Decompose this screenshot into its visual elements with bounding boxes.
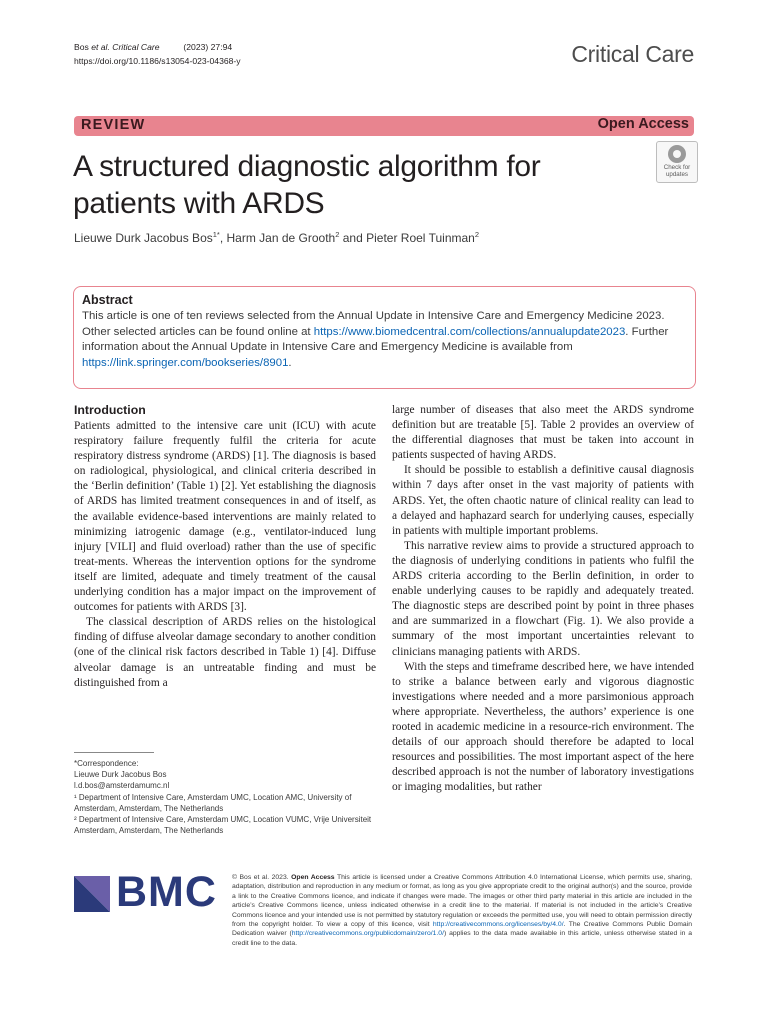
open-access-bold: Open Access	[291, 874, 335, 881]
license-text-part: ) applies to the data made available in this article, unless otherwise stated in a credit line to the data.	[232, 930, 692, 947]
body-column-right	[392, 403, 694, 795]
correspondence-label: *Correspondence:	[74, 759, 139, 768]
citation-header	[74, 40, 241, 68]
correspondence-name: Lieuwe Durk Jacobus Bos	[74, 770, 167, 780]
abstract-box	[73, 286, 696, 389]
article-type-banner	[74, 116, 694, 136]
footnotes	[74, 758, 374, 836]
abstract-text	[82, 309, 687, 371]
author-affiliation-mark: 1*	[212, 230, 220, 239]
check-updates-line2: updates	[665, 171, 689, 178]
author-separator: ,	[219, 231, 227, 245]
section-heading-introduction: Introduction	[74, 403, 146, 417]
body-paragraph: The classical description of ARDS relies on the histological finding of diffuse alveolar damage secondary to another condition (one of the clinical risk factors described in Table 1) [4]. Diffuse alveolar damage is an untreatable finding and must be distinguished from a	[74, 616, 376, 689]
bookseries-link[interactable]: https://link.springer.com/bookseries/8901	[82, 356, 289, 369]
author-affiliation-mark: 2	[335, 230, 340, 239]
abstract-text-part: This article is one of ten reviews selected from the Annual Update in Intensive Care and Emergency Medicine 2023. Other selected articles can be found online at	[82, 310, 665, 338]
author-affiliation-mark: 2	[474, 230, 480, 239]
collection-link[interactable]: https://www.biomedcentral.com/collections/annualupdate2023	[313, 325, 626, 338]
cc-zero-link[interactable]: http://creativecommons.org/publicdomain/zero/1.0/	[291, 930, 444, 938]
body-paragraph: It should be possible to establish a definitive causal diagnosis within 7 days after onset in the vast majority of patients with ARDS. Yet, the often chaotic nature of clinical reality can lead to a delayed and haphazard search for underlying causes, especially in patients with multiple important problems.	[392, 464, 694, 537]
citation-journal: Critical Care	[112, 42, 160, 52]
correspondence-email[interactable]: l.d.bos@amsterdamumc.nl	[74, 781, 170, 791]
abstract-text-part: . Further information about the Annual Update in Intensive Care and Emergency Medicine is available from	[82, 325, 669, 354]
article-type-label: REVIEW	[81, 117, 146, 133]
body-paragraph: With the steps and timeframe described here, we have intended to strike a balance between early and vigorous diagnostic investigations where needed and a more parsimonious approach where appropriate. Nevertheless, the authors’ experience is one rooted in academic medicine in a resource-rich environment. The details of our approach should therefore be adapted to local resources and possibilities. The most important aspect of the here described approach is not the number of laboratory investigations or imaging modalities, but rather	[392, 660, 694, 794]
article-title: A structured diagnostic algorithm for patients with ARDS	[73, 150, 541, 220]
check-for-updates-badge[interactable]	[656, 141, 698, 183]
body-paragraph: This narrative review aims to provide a structured approach to the diagnosis of underlying conditions in patients who fulfil the ARDS criteria according to the Berlin definition, in order to enable underlying causes to be rapidly and adequately treated. The diagnostic steps are described point by point in three phases and are summarized in a flowchart (Fig. 1). We also provide a summary of the most important uncertainties relevant to clinicians managing patients with ARDS.	[392, 539, 694, 658]
citation-year-volume: (2023) 27:94	[183, 42, 233, 52]
affiliation-2: ² Department of Intensive Care, Amsterdam UMC, Location VUMC, Vrije Universiteit Amsterdam, Amsterdam, The Netherlands	[74, 815, 372, 836]
journal-name: Critical Care	[571, 41, 694, 67]
body-column-left	[74, 403, 376, 691]
abstract-heading: Abstract	[82, 293, 133, 307]
license-text-part: . The Creative Commons Public Domain Dedication waiver (	[232, 921, 692, 938]
citation-author: Bos	[74, 42, 89, 52]
author-name: Lieuwe Durk Jacobus Bos	[74, 231, 213, 245]
footnote-divider	[74, 752, 154, 753]
abstract-text-part: .	[288, 356, 292, 369]
license-text-part: This article is licensed under a Creative Commons Attribution 4.0 International License, which permits use, sharing, adaptation, distribution and reproduction in any medium or format, as long as you give appropriate credit to the original author(s) and the source, provide a link to the Creative Commons licence, and indicate if changes were made. The images or other third party material in this article are included in the article’s Creative Commons licence, unless indicated otherwise in a credit line to the material. If material is not included in the article’s Creative Commons licence and your intended use is not permitted by statutory regulation or exceeds the permitted use, you will need to obtain permission directly from the copyright holder. To view a copy of this licence, visit	[232, 874, 692, 929]
body-paragraph: large number of diseases that also meet the ARDS syndrome definition but are treatable [5]. Table 2 provides an overview of the differential diagnoses that must be taken into account in patients suspected of having ARDS.	[392, 404, 694, 462]
check-for-updates-icon	[668, 145, 686, 163]
author-name: Pieter Roel Tuinman	[366, 231, 475, 245]
body-paragraph: Patients admitted to the intensive care unit (ICU) with acute respiratory failure frequently fulfil the criteria for acute respiratory distress syndrome (ARDS) [1]. The diagnosis is based on radiological, physiological, and clinical criteria described in the ‘Berlin definition’ (Table 1) [2]. Yet establishing the diagnosis of ARDS has limited treatment consequences in and of itself, as the available evidence-based interventions are mainly related to minimizing iatrogenic damage (e.g., ventilator-induced lung injury [VILI] and fluid overload) rather than the use of specific treat-ments. Whereas the intervention options for the syndrome itself are limited, adequate and timely treatment of the causal underlying condition has a major impact on the improvement of outcomes for patients with ARDS [3].	[74, 420, 376, 614]
author-name: Harm Jan de Grooth	[226, 231, 336, 245]
affiliation-1: ¹ Department of Intensive Care, Amsterdam UMC, Location AMC, University of Amsterdam, Amsterdam, The Netherlands	[74, 792, 352, 813]
open-access-label: Open Access	[597, 116, 689, 132]
doi-link[interactable]: https://doi.org/10.1186/s13054-023-04368-y	[74, 56, 241, 66]
copyright-text: © Bos et al. 2023.	[232, 874, 292, 881]
author-list	[74, 230, 479, 245]
publisher-logo-text: BMC	[116, 868, 217, 916]
cc-by-link[interactable]: http://creativecommons.org/licenses/by/4.0/	[432, 921, 564, 929]
citation-etal: et al.	[91, 42, 110, 52]
check-updates-line1: Check for	[663, 164, 691, 171]
author-separator: and	[339, 231, 367, 245]
license-text	[232, 873, 692, 948]
